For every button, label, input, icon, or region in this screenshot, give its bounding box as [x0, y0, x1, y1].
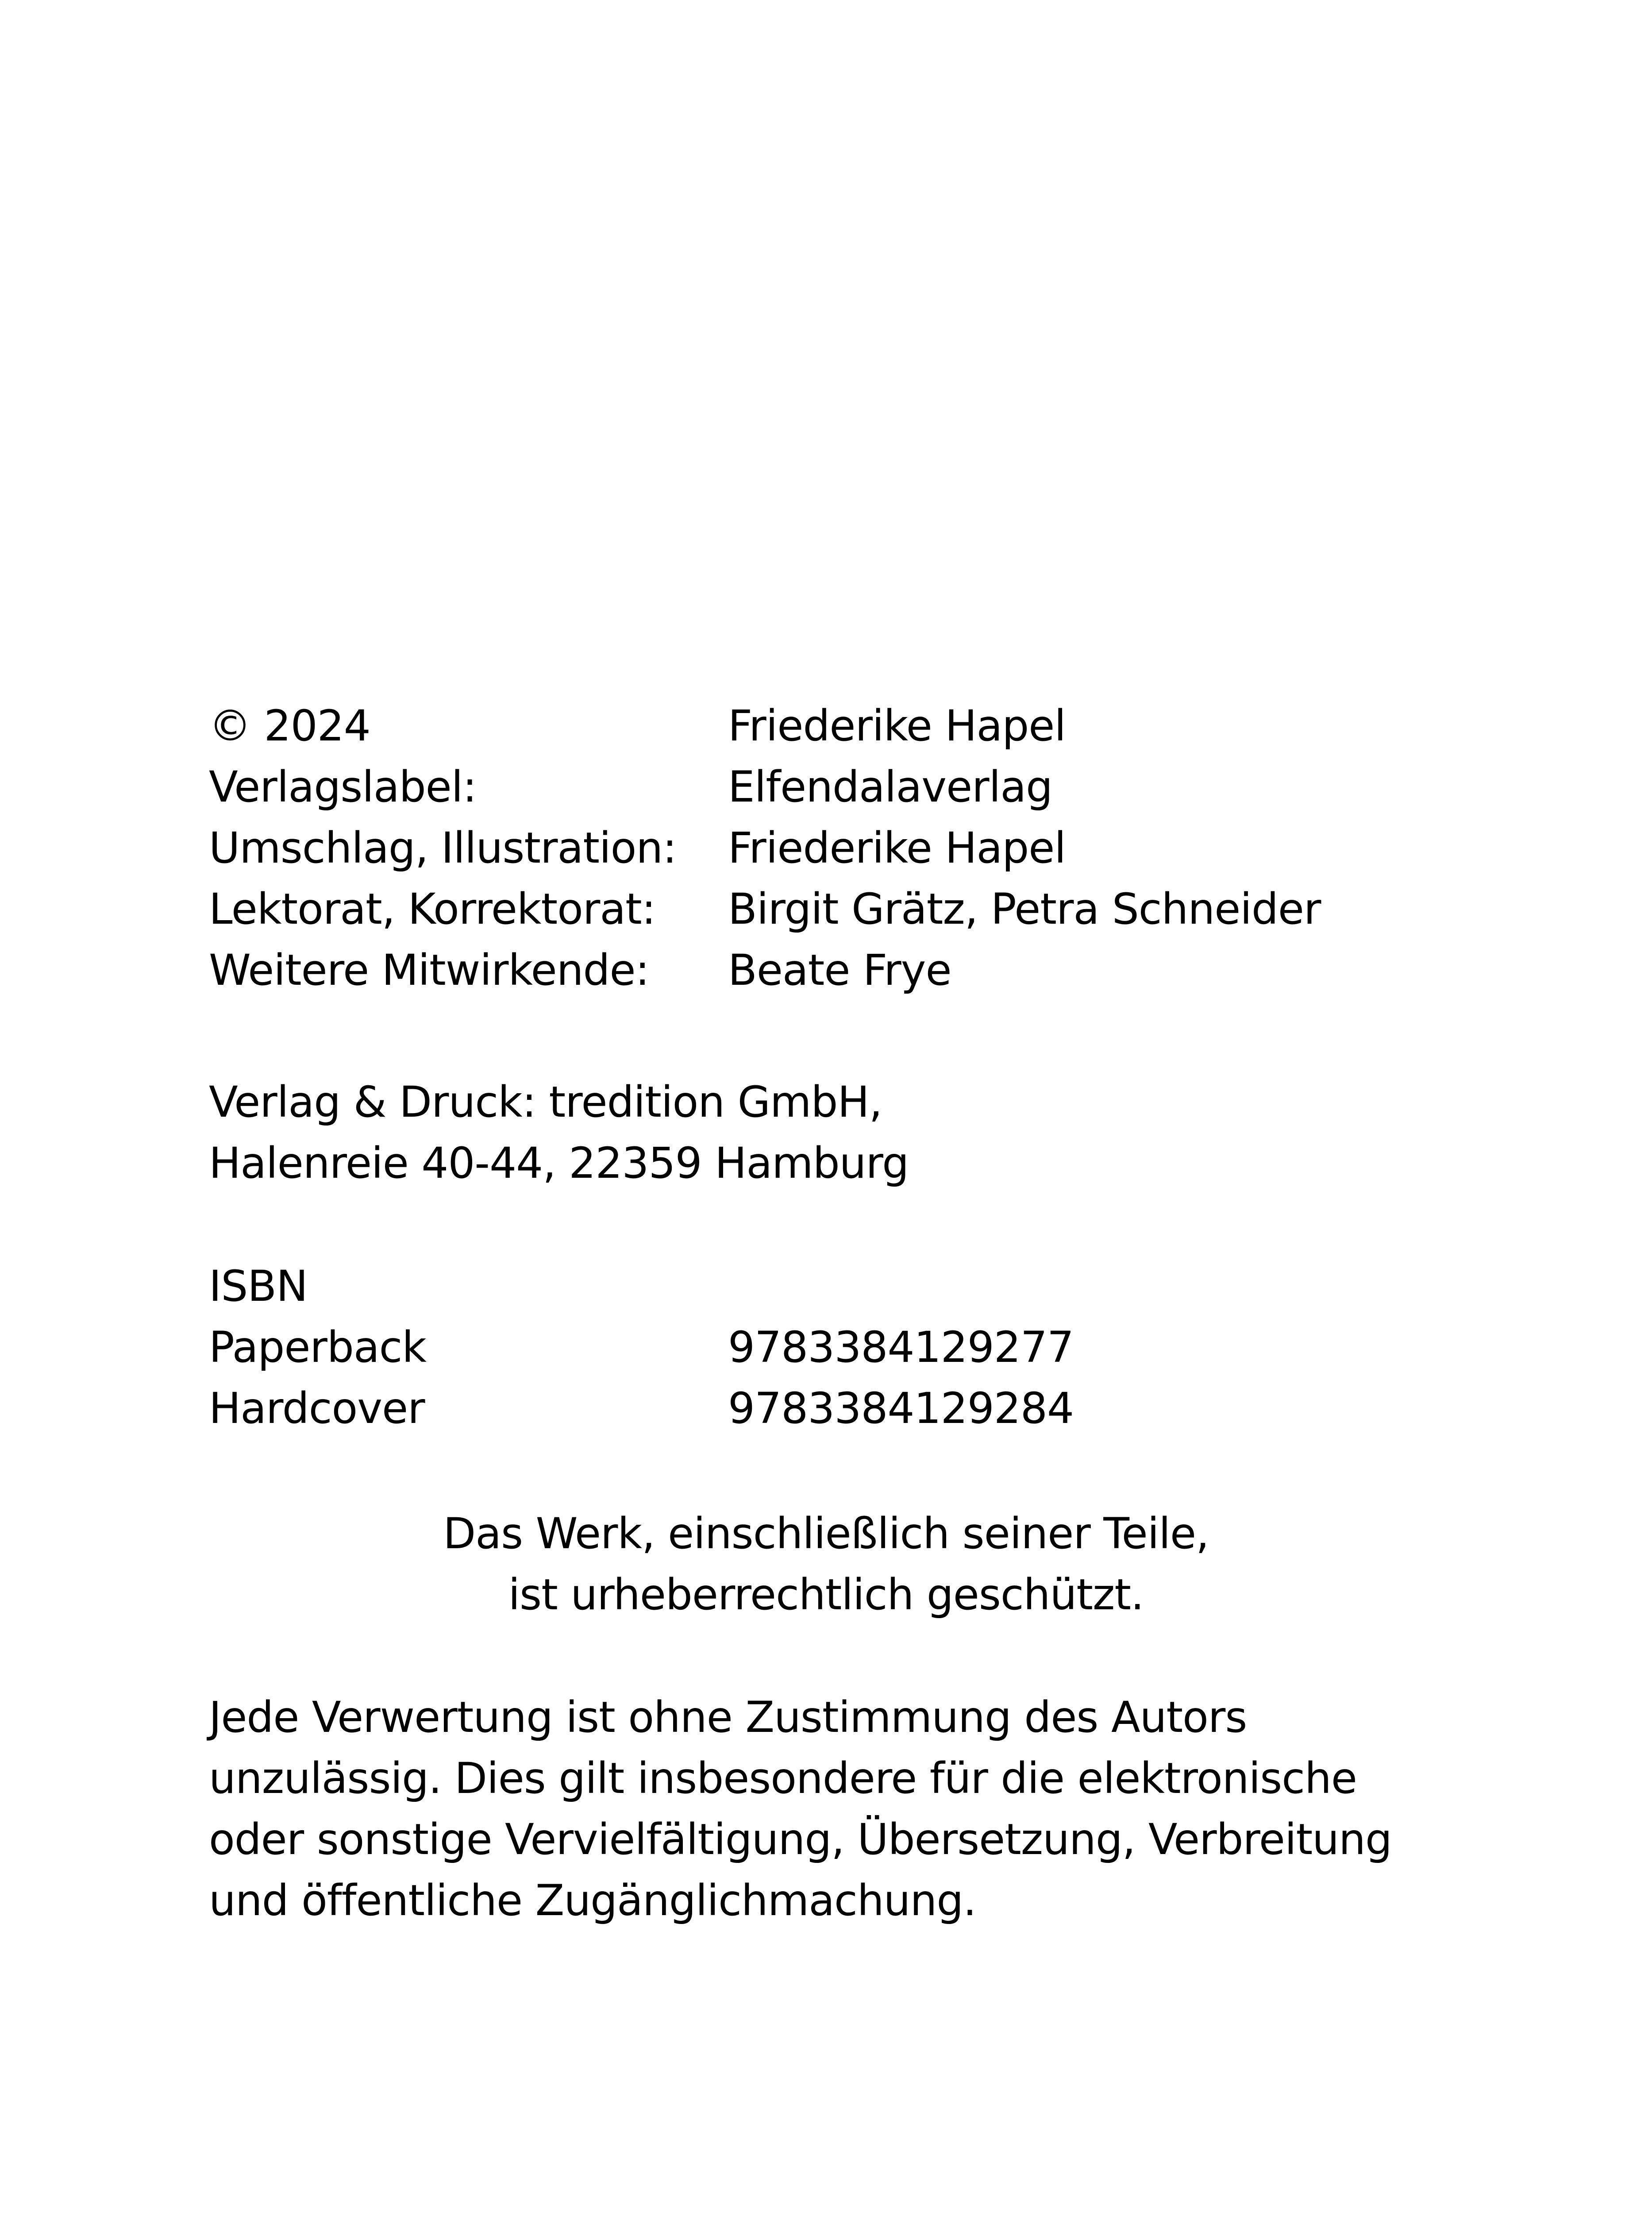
usage-notice-line-2: unzulässig. Dies gilt insbesondere für die elektronische [209, 1754, 1357, 1803]
credit-value-lektorat: Birgit Grätz, Petra Schneider [728, 884, 1321, 934]
isbn-heading: ISBN [209, 1261, 308, 1311]
credit-value-verlagslabel: Elfendalaverlag [728, 762, 1053, 812]
copyright-notice-line-2: ist urheberrechtlich geschützt. [508, 1570, 1144, 1619]
credit-label-copyright: © 2024 [209, 701, 370, 751]
credit-label-umschlag: Umschlag, Illustration: [209, 823, 677, 873]
isbn-value-paperback: 9783384129277 [728, 1322, 1074, 1372]
usage-notice-line-1: Jede Verwertung ist ohne Zustimmung des Autors [209, 1693, 1247, 1742]
isbn-value-hardcover: 9783384129284 [728, 1384, 1074, 1433]
publisher-line-2: Halenreie 40-44, 22359 Hamburg [209, 1138, 909, 1188]
publisher-line-1: Verlag & Druck: tredition GmbH, [209, 1077, 882, 1127]
credit-value-mitwirkende: Beate Frye [728, 945, 951, 995]
isbn-label-hardcover: Hardcover [209, 1384, 425, 1433]
credit-value-copyright: Friederike Hapel [728, 701, 1066, 751]
credit-value-umschlag: Friederike Hapel [728, 823, 1066, 873]
copyright-notice-line-1: Das Werk, einschließlich seiner Teile, [443, 1509, 1209, 1558]
usage-notice-line-3: oder sonstige Vervielfältigung, Übersetzung, Verbreitung [209, 1815, 1392, 1864]
isbn-label-paperback: Paperback [209, 1322, 427, 1372]
credit-label-lektorat: Lektorat, Korrektorat: [209, 884, 656, 934]
credit-label-mitwirkende: Weitere Mitwirkende: [209, 945, 649, 995]
credit-label-verlagslabel: Verlagslabel: [209, 762, 477, 812]
usage-notice-line-4: und öffentliche Zugänglichmachung. [209, 1876, 976, 1925]
